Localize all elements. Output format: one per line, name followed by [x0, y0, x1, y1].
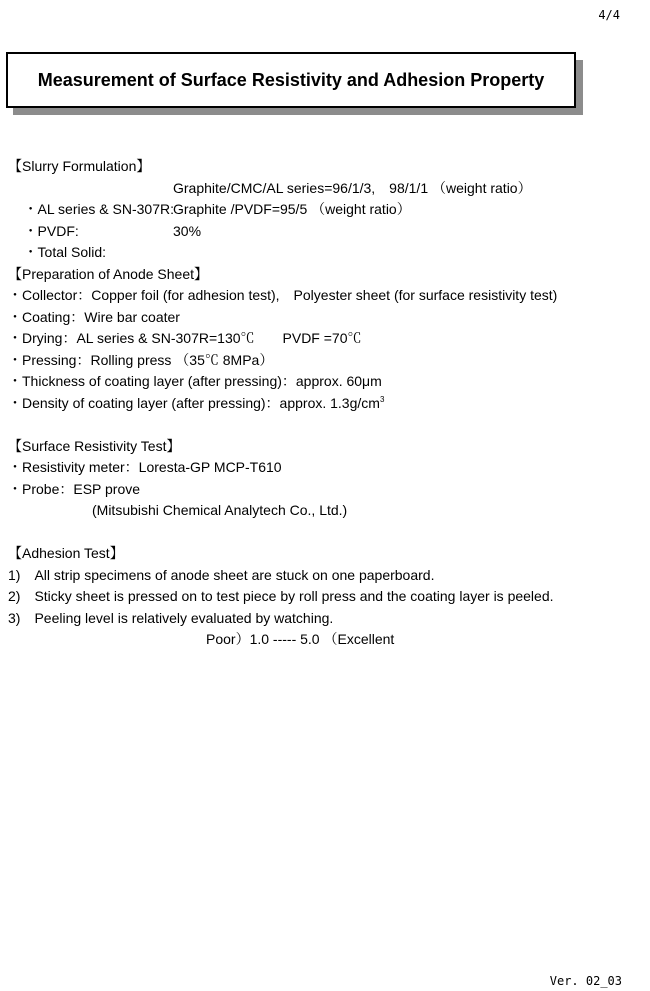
page-number: 4/4 [598, 8, 620, 22]
density-line [8, 393, 638, 415]
drying-line: ・Drying：AL series & SN-307R=130℃ PVDF =70℃ [8, 330, 362, 346]
density-superscript: 3 [379, 394, 385, 404]
adhesion-step: 3) Peeling level is relatively evaluated by watching. [8, 609, 334, 626]
adhesion-heading: 【Adhesion Test】 [8, 545, 124, 561]
title-box [6, 52, 576, 108]
density-text: ・Density of coating layer (after pressing)：approx. 1.3g/cm [8, 394, 380, 411]
preparation-heading: 【Preparation of Anode Sheet】 [8, 265, 209, 282]
slurry-row-label: ・Total Solid: [23, 244, 107, 260]
document-body [8, 156, 638, 651]
adhesion-scale: Poor）1.0 ----- 5.0 （Excellent [206, 631, 395, 647]
meter-line: ・Resistivity meter：Loresta-GP MCP-T610 [8, 459, 282, 475]
slurry-heading: 【Slurry Formulation】 [8, 158, 151, 174]
slurry-row-label: ・PVDF: [23, 222, 79, 239]
thickness-line: ・Thickness of coating layer (after pressing)：approx. 60μm [8, 373, 382, 389]
slurry-row-value: Graphite/CMC/AL series=96/1/3, 98/1/1 （weight ratio） [173, 179, 532, 196]
slurry-row-value: 30% [173, 222, 202, 239]
slurry-row [8, 221, 638, 260]
probe-line: ・Probe：ESP prove [8, 480, 141, 497]
page-title: Measurement of Surface Resistivity and Adhesion Property [37, 69, 545, 90]
probe-maker-line: (Mitsubishi Chemical Analytech Co., Ltd.) [92, 502, 348, 518]
resistivity-heading: 【Surface Resistivity Test】 [8, 437, 181, 454]
adhesion-step: 2) Sticky sheet is pressed on to test piece by roll press and the coating layer is peeled. [8, 588, 554, 604]
collector-line: ・Collector：Copper foil (for adhesion test), Polyester sheet (for surface resistivity test) [8, 287, 558, 303]
section-gap [8, 414, 638, 436]
pressing-line: ・Pressing：Rolling press （35℃ 8MPa） [8, 351, 274, 368]
section-gap [8, 522, 638, 544]
slurry-row-value: Graphite /PVDF=95/5 （weight ratio） [173, 201, 411, 217]
slurry-row-label: ・AL series & SN-307R: [23, 201, 174, 217]
adhesion-step: 1) All strip specimens of anode sheet are stuck on one paperboard. [8, 566, 435, 583]
coating-line: ・Coating：Wire bar coater [8, 308, 180, 325]
version-label: Ver. 02_03 [549, 974, 622, 988]
